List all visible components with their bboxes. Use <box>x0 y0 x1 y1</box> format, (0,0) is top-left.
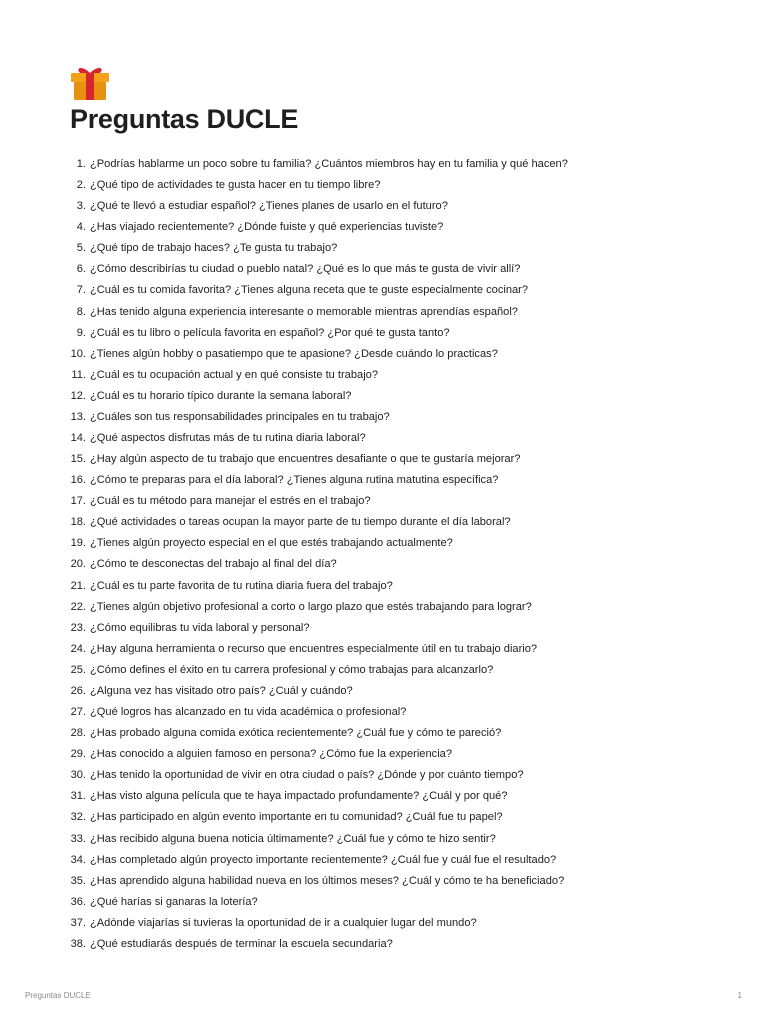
question-number: 4. <box>76 221 86 234</box>
question-number: 34. <box>70 853 86 866</box>
question-text: ¿Cuál es tu método para manejar el estrés en el trabajo? <box>90 495 371 508</box>
question-number: 11. <box>71 368 86 381</box>
question-text: ¿Has tenido alguna experiencia interesante o memorable mientras aprendías español? <box>90 305 518 318</box>
question-number: 29. <box>70 748 86 761</box>
question-item <box>62 618 742 639</box>
question-number: 27. <box>70 706 86 719</box>
question-item <box>62 217 742 238</box>
question-text: ¿Qué tipo de trabajo haces? ¿Te gusta tu trabajo? <box>90 242 338 255</box>
question-number: 33. <box>70 832 86 845</box>
question-number: 8. <box>76 305 86 318</box>
question-item <box>62 786 742 807</box>
footer-title: Preguntas DUCLE <box>25 991 91 1000</box>
question-number: 35. <box>70 874 86 887</box>
question-text: ¿Cómo defines el éxito en tu carrera profesional y cómo trabajas para alcanzarlo? <box>90 663 494 676</box>
question-number: 37. <box>70 916 86 929</box>
question-text: ¿Cuál es tu comida favorita? ¿Tienes alguna receta que te guste especialmente cocinar? <box>90 284 529 297</box>
question-item <box>62 449 742 470</box>
question-item <box>62 154 742 175</box>
gift-icon <box>68 64 112 102</box>
question-number: 32. <box>70 811 86 824</box>
question-number: 31. <box>70 790 86 803</box>
question-text: ¿Adónde viajarías si tuvieras la oportunidad de ir a cualquier lugar del mundo? <box>90 916 477 929</box>
question-text: ¿Has conocido a alguien famoso en persona? ¿Cómo fue la experiencia? <box>90 748 452 761</box>
question-text: ¿Alguna vez has visitado otro país? ¿Cuál y cuándo? <box>90 684 353 697</box>
question-number: 36. <box>70 895 86 908</box>
question-text: ¿Cómo describirías tu ciudad o pueblo natal? ¿Qué es lo que más te gusta de vivir allí? <box>90 263 521 276</box>
question-text: ¿Has recibido alguna buena noticia últimamente? ¿Cuál fue y cómo te hizo sentir? <box>90 832 496 845</box>
question-item <box>62 470 742 491</box>
question-item <box>62 934 742 955</box>
question-number: 22. <box>70 600 86 613</box>
question-text: ¿Has tenido la oportunidad de vivir en otra ciudad o país? ¿Dónde y por cuánto tiempo? <box>90 769 524 782</box>
question-number: 12. <box>70 389 86 402</box>
question-text: ¿Cuál es tu horario típico durante la semana laboral? <box>90 389 352 402</box>
question-item <box>62 302 742 323</box>
question-text: ¿Has viajado recientemente? ¿Dónde fuiste y qué experiencias tuviste? <box>90 221 444 234</box>
question-number: 15. <box>70 453 86 466</box>
question-item <box>62 491 742 512</box>
question-number: 30. <box>70 769 86 782</box>
question-item <box>62 407 742 428</box>
question-text: ¿Tienes algún hobby o pasatiempo que te apasione? ¿Desde cuándo lo practicas? <box>90 347 498 360</box>
question-text: ¿Cuáles son tus responsabilidades principales en tu trabajo? <box>90 410 390 423</box>
question-text: ¿Has participado en algún evento importante en tu comunidad? ¿Cuál fue tu papel? <box>90 811 503 824</box>
question-text: ¿Cuál es tu ocupación actual y en qué consiste tu trabajo? <box>90 368 378 381</box>
question-text: ¿Has aprendido alguna habilidad nueva en los últimos meses? ¿Cuál y cómo te ha beneficiado? <box>90 874 565 887</box>
question-item <box>62 850 742 871</box>
question-item <box>62 723 742 744</box>
question-item <box>62 512 742 533</box>
question-item <box>62 259 742 280</box>
question-number: 1. <box>76 158 86 170</box>
question-item <box>62 639 742 660</box>
question-item <box>62 323 742 344</box>
question-number: 20. <box>70 558 86 571</box>
question-text: ¿Has visto alguna película que te haya impactado profundamente? ¿Cuál y por qué? <box>90 790 508 803</box>
question-item <box>62 913 742 934</box>
question-number: 17. <box>70 495 86 508</box>
question-text: ¿Qué aspectos disfrutas más de tu rutina diaria laboral? <box>90 432 366 445</box>
question-item <box>62 807 742 828</box>
question-item <box>62 597 742 618</box>
question-item <box>62 660 742 681</box>
question-number: 10. <box>70 347 86 360</box>
question-text: ¿Tienes algún objetivo profesional a corto o largo plazo que estés trabajando para lograr? <box>90 600 532 613</box>
question-item <box>62 576 742 597</box>
question-text: ¿Podrías hablarme un poco sobre tu familia? ¿Cuántos miembros hay en tu familia y qué hacen? <box>90 158 568 170</box>
question-number: 19. <box>70 537 86 550</box>
question-text: ¿Cómo equilibras tu vida laboral y personal? <box>90 621 310 634</box>
question-item <box>62 344 742 365</box>
question-number: 18. <box>70 516 86 529</box>
question-text: ¿Hay alguna herramienta o recurso que encuentres especialmente útil en tu trabajo diario? <box>90 642 538 655</box>
question-item <box>62 280 742 301</box>
question-number: 7. <box>76 284 86 297</box>
question-number: 28. <box>70 727 86 740</box>
question-item <box>62 702 742 723</box>
question-item <box>62 681 742 702</box>
question-item <box>62 744 742 765</box>
question-text: ¿Qué estudiarás después de terminar la escuela secundaria? <box>90 937 393 950</box>
question-number: 6. <box>76 263 86 276</box>
question-text: ¿Tienes algún proyecto especial en el que estés trabajando actualmente? <box>90 537 453 550</box>
question-text: ¿Qué logros has alcanzado en tu vida académica o profesional? <box>90 706 407 719</box>
question-item <box>62 829 742 850</box>
question-text: ¿Cómo te preparas para el día laboral? ¿Tienes alguna rutina matutina específica? <box>90 474 499 487</box>
question-number: 24. <box>70 642 86 655</box>
page-title: Preguntas DUCLE <box>70 104 299 134</box>
question-item <box>62 238 742 259</box>
question-item <box>62 428 742 449</box>
question-number: 26. <box>70 684 86 697</box>
question-item <box>62 365 742 386</box>
question-text: ¿Qué te llevó a estudiar español? ¿Tienes planes de usarlo en el futuro? <box>90 200 448 213</box>
question-text: ¿Qué tipo de actividades te gusta hacer en tu tiempo libre? <box>90 179 381 192</box>
question-text: ¿Has completado algún proyecto importante recientemente? ¿Cuál fue y cuál fue el resultado? <box>90 853 557 866</box>
question-number: 21. <box>70 579 86 592</box>
question-text: ¿Qué harías si ganaras la lotería? <box>90 895 258 908</box>
question-item <box>62 196 742 217</box>
question-item <box>62 386 742 407</box>
question-number: 2. <box>76 179 86 192</box>
question-number: 16. <box>70 474 86 487</box>
question-text: ¿Cuál es tu parte favorita de tu rutina diaria fuera del trabajo? <box>90 579 393 592</box>
question-number: 14. <box>70 432 86 445</box>
question-item <box>62 871 742 892</box>
question-text: ¿Cuál es tu libro o película favorita en español? ¿Por qué te gusta tanto? <box>90 326 450 339</box>
question-item <box>62 554 742 575</box>
question-item <box>62 175 742 196</box>
question-number: 3. <box>76 200 86 213</box>
question-item <box>62 892 742 913</box>
question-number: 9. <box>76 326 86 339</box>
question-number: 25. <box>70 663 86 676</box>
question-text: ¿Hay algún aspecto de tu trabajo que encuentres desafiante o que te gustaría mejorar? <box>90 453 521 466</box>
question-text: ¿Has probado alguna comida exótica recientemente? ¿Cuál fue y cómo te pareció? <box>90 727 502 740</box>
question-number: 13. <box>70 410 86 423</box>
question-list <box>62 154 742 955</box>
question-text: ¿Cómo te desconectas del trabajo al final del día? <box>90 558 337 571</box>
question-text: ¿Qué actividades o tareas ocupan la mayor parte de tu tiempo durante el día laboral? <box>90 516 511 529</box>
question-item <box>62 765 742 786</box>
question-number: 5. <box>76 242 86 255</box>
footer-page-number: 1 <box>737 991 742 1000</box>
question-item <box>62 533 742 554</box>
question-number: 23. <box>70 621 86 634</box>
question-number: 38. <box>70 937 86 950</box>
